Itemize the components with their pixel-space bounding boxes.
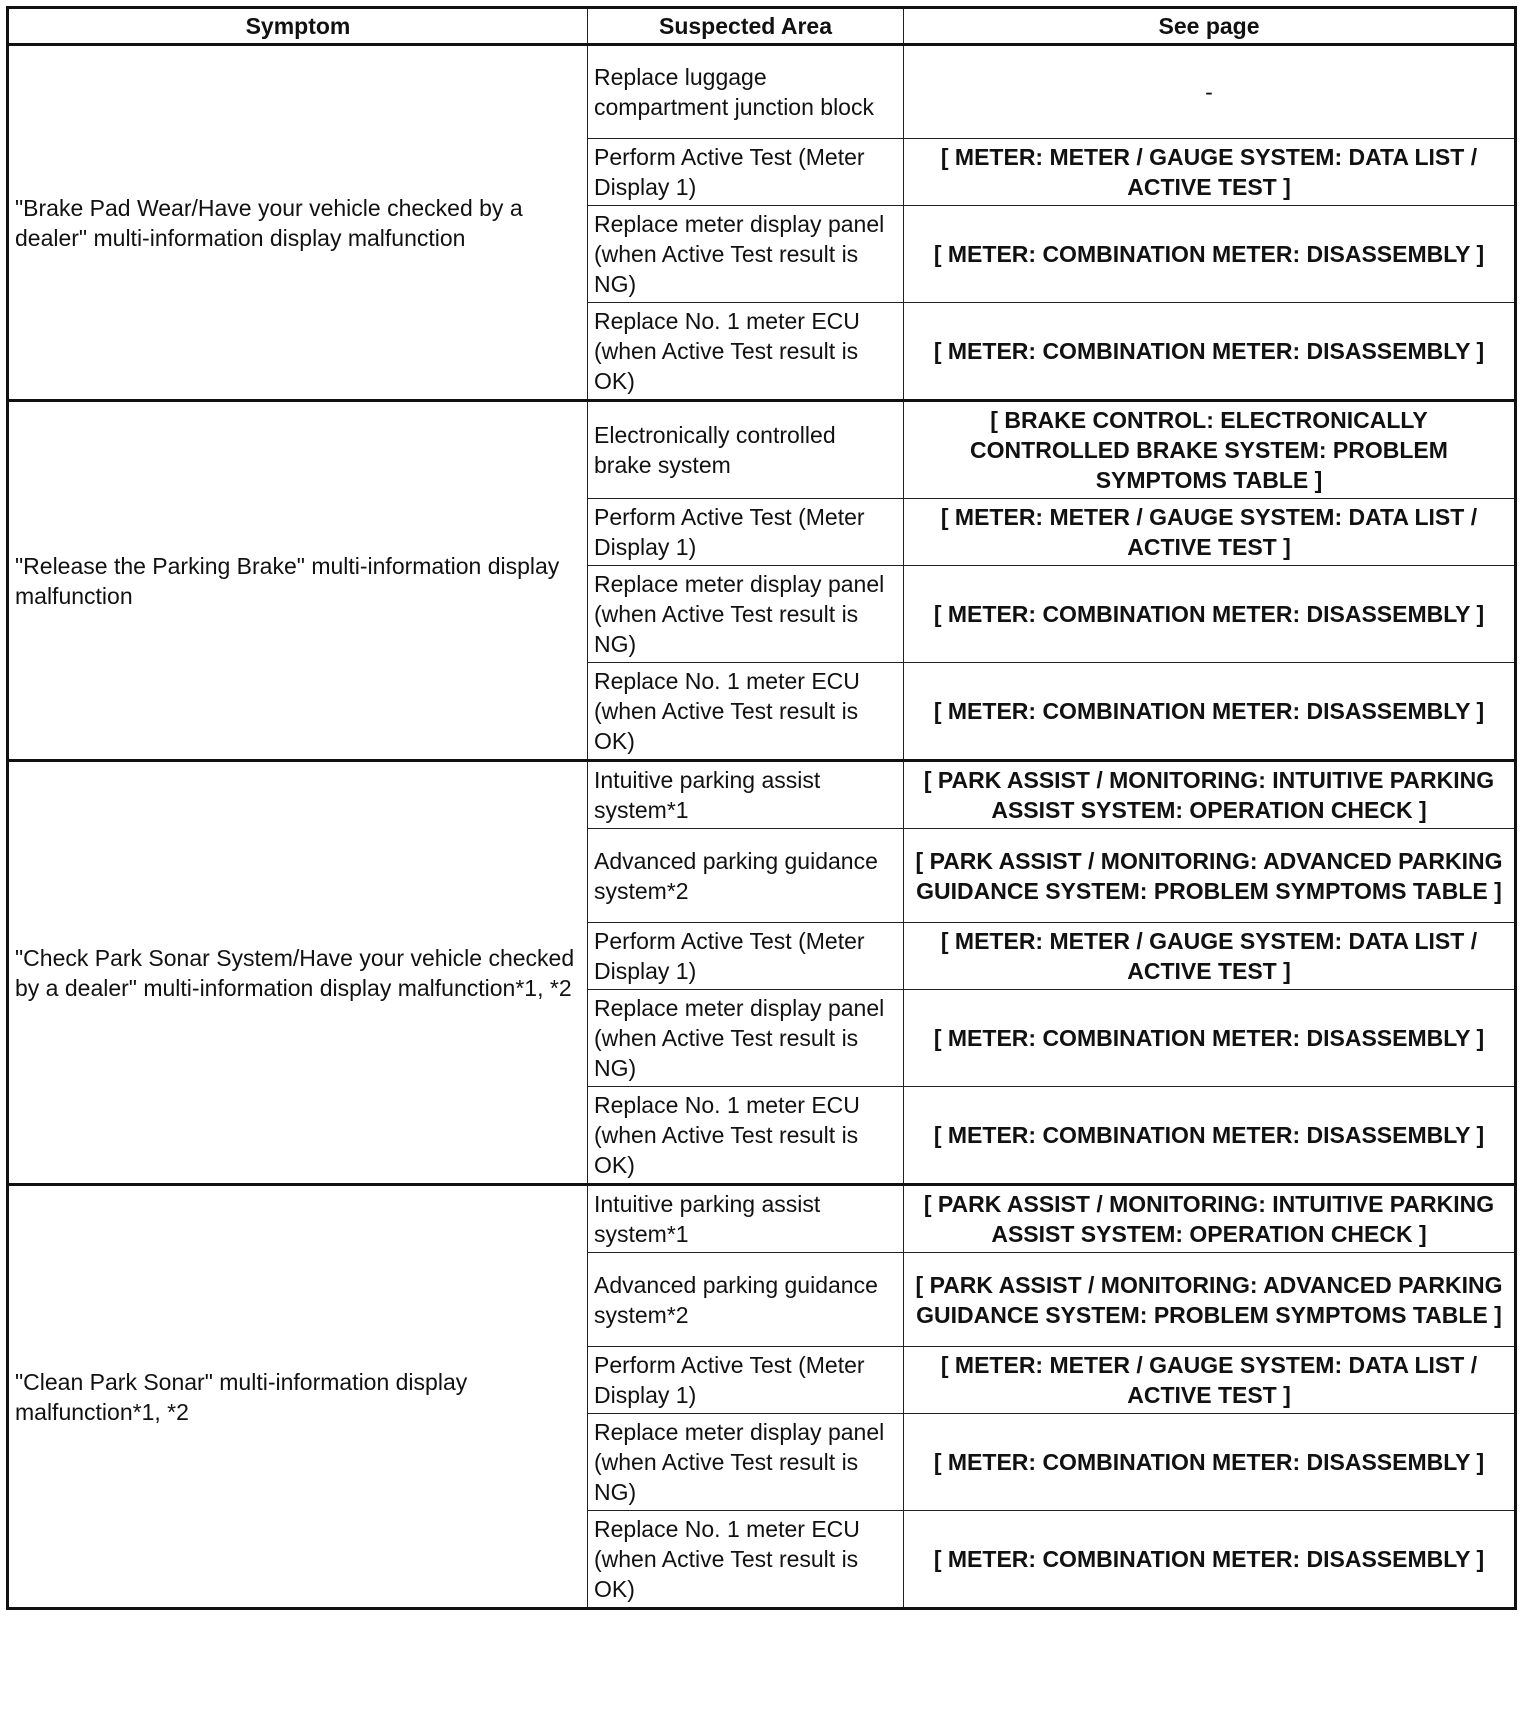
table-header bbox=[8, 8, 1516, 45]
symptom-group bbox=[8, 401, 1516, 761]
suspected-area-cell: Perform Active Test (Meter Display 1) bbox=[588, 139, 904, 206]
symptom-group bbox=[8, 761, 1516, 1185]
problem-symptoms-sheet bbox=[6, 6, 1517, 1610]
suspected-area-cell: Intuitive parking assist system*1 bbox=[588, 1185, 904, 1253]
see-page-link[interactable]: [ METER: METER / GAUGE SYSTEM: DATA LIST / ACTIVE TEST ] bbox=[904, 139, 1516, 206]
see-page-link[interactable]: [ METER: METER / GAUGE SYSTEM: DATA LIST / ACTIVE TEST ] bbox=[904, 499, 1516, 566]
symptom-cell: "Check Park Sonar System/Have your vehicle checked by a dealer" multi-information display malfunction*1, *2 bbox=[8, 761, 588, 1185]
table-row bbox=[8, 45, 1516, 139]
suspected-area-cell: Replace No. 1 meter ECU (when Active Test result is OK) bbox=[588, 303, 904, 401]
suspected-area-cell: Advanced parking guidance system*2 bbox=[588, 829, 904, 923]
suspected-area-cell: Replace No. 1 meter ECU (when Active Test result is OK) bbox=[588, 1511, 904, 1609]
suspected-area-cell: Replace meter display panel (when Active Test result is NG) bbox=[588, 990, 904, 1087]
suspected-area-cell: Replace meter display panel (when Active Test result is NG) bbox=[588, 566, 904, 663]
symptom-cell: "Release the Parking Brake" multi-information display malfunction bbox=[8, 401, 588, 761]
header-row bbox=[8, 8, 1516, 45]
header-symptom: Symptom bbox=[8, 8, 588, 45]
suspected-area-cell: Perform Active Test (Meter Display 1) bbox=[588, 1347, 904, 1414]
suspected-area-cell: Replace No. 1 meter ECU (when Active Test result is OK) bbox=[588, 663, 904, 761]
suspected-area-cell: Advanced parking guidance system*2 bbox=[588, 1253, 904, 1347]
see-page-link[interactable]: [ METER: COMBINATION METER: DISASSEMBLY ] bbox=[904, 1087, 1516, 1185]
symptom-cell: "Brake Pad Wear/Have your vehicle checked by a dealer" multi-information display malfunction bbox=[8, 45, 588, 401]
see-page-link[interactable]: [ METER: COMBINATION METER: DISASSEMBLY ] bbox=[904, 1414, 1516, 1511]
header-see-page: See page bbox=[904, 8, 1516, 45]
problem-symptoms-table bbox=[6, 6, 1517, 1610]
suspected-area-cell: Replace luggage compartment junction block bbox=[588, 45, 904, 139]
see-page-link[interactable]: [ PARK ASSIST / MONITORING: INTUITIVE PARKING ASSIST SYSTEM: OPERATION CHECK ] bbox=[904, 761, 1516, 829]
see-page-link[interactable]: [ METER: COMBINATION METER: DISASSEMBLY ] bbox=[904, 566, 1516, 663]
symptom-cell: "Clean Park Sonar" multi-information display malfunction*1, *2 bbox=[8, 1185, 588, 1609]
see-page-cell: - bbox=[904, 45, 1516, 139]
suspected-area-cell: Replace meter display panel (when Active Test result is NG) bbox=[588, 206, 904, 303]
table-row bbox=[8, 761, 1516, 829]
suspected-area-cell: Replace No. 1 meter ECU (when Active Test result is OK) bbox=[588, 1087, 904, 1185]
symptom-group bbox=[8, 1185, 1516, 1609]
table-row bbox=[8, 1185, 1516, 1253]
table-row bbox=[8, 401, 1516, 499]
see-page-link[interactable]: [ METER: METER / GAUGE SYSTEM: DATA LIST / ACTIVE TEST ] bbox=[904, 923, 1516, 990]
see-page-link[interactable]: [ METER: METER / GAUGE SYSTEM: DATA LIST / ACTIVE TEST ] bbox=[904, 1347, 1516, 1414]
see-page-link[interactable]: [ BRAKE CONTROL: ELECTRONICALLY CONTROLLED BRAKE SYSTEM: PROBLEM SYMPTOMS TABLE ] bbox=[904, 401, 1516, 499]
symptom-group bbox=[8, 45, 1516, 401]
see-page-link[interactable]: [ METER: COMBINATION METER: DISASSEMBLY ] bbox=[904, 206, 1516, 303]
see-page-link[interactable]: [ METER: COMBINATION METER: DISASSEMBLY ] bbox=[904, 1511, 1516, 1609]
suspected-area-cell: Electronically controlled brake system bbox=[588, 401, 904, 499]
see-page-link[interactable]: [ PARK ASSIST / MONITORING: INTUITIVE PARKING ASSIST SYSTEM: OPERATION CHECK ] bbox=[904, 1185, 1516, 1253]
see-page-link[interactable]: [ METER: COMBINATION METER: DISASSEMBLY ] bbox=[904, 303, 1516, 401]
suspected-area-cell: Perform Active Test (Meter Display 1) bbox=[588, 923, 904, 990]
suspected-area-cell: Perform Active Test (Meter Display 1) bbox=[588, 499, 904, 566]
header-suspected-area: Suspected Area bbox=[588, 8, 904, 45]
suspected-area-cell: Replace meter display panel (when Active Test result is NG) bbox=[588, 1414, 904, 1511]
see-page-link[interactable]: [ METER: COMBINATION METER: DISASSEMBLY ] bbox=[904, 663, 1516, 761]
suspected-area-cell: Intuitive parking assist system*1 bbox=[588, 761, 904, 829]
see-page-link[interactable]: [ PARK ASSIST / MONITORING: ADVANCED PARKING GUIDANCE SYSTEM: PROBLEM SYMPTOMS TABLE ] bbox=[904, 1253, 1516, 1347]
see-page-link[interactable]: [ PARK ASSIST / MONITORING: ADVANCED PARKING GUIDANCE SYSTEM: PROBLEM SYMPTOMS TABLE ] bbox=[904, 829, 1516, 923]
see-page-link[interactable]: [ METER: COMBINATION METER: DISASSEMBLY ] bbox=[904, 990, 1516, 1087]
